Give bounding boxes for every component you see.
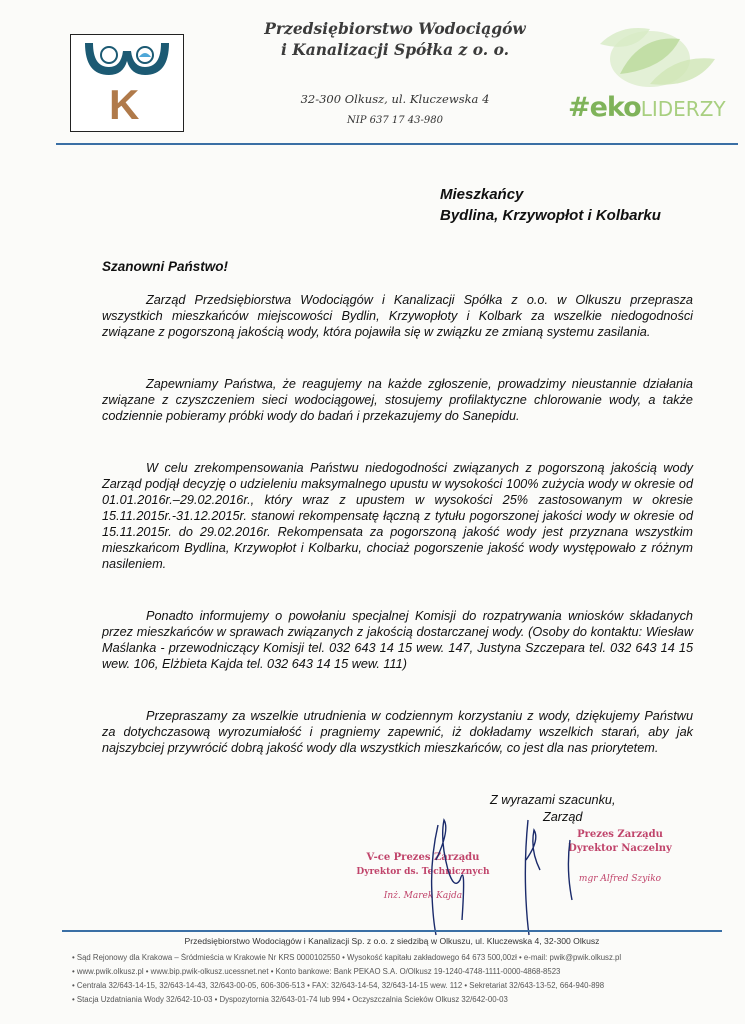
paragraph-commission: Ponadto informujemy o powołaniu specjalnej Komisji do rozpatrywania wniosków składanych przez mieszkańców w sprawach związanych z jakością dostarczanej wody. (Osoby do kontaktu: Wiesław Maślanka - przewodniczący Komisji tel. 032 643 14 15 wew. 147, Justyna Szczepara tel. 032 643 14 15 wew. 106, Elżbieta Kajda tel. 032 643 14 15 wew. 111) (102, 609, 693, 671)
stamp-left-role: Dyrektor ds. Technicznych (356, 867, 490, 877)
signature-president (500, 800, 620, 940)
eco-leaders-badge (568, 92, 738, 123)
footer-line-phones: • Centrala 32/643-14-15, 32/643-14-43, 32/643-00-05, 606-306-513 • FAX: 32/643-14-54, 32/643-14-15 wew. 112 • Sekretariat 32/643-13-52, 664-940-898 (72, 981, 605, 990)
closing-regards: Z wyrazami szacunku, (490, 793, 616, 807)
company-nip: NIP 637 17 43-980 (347, 115, 443, 126)
stamp-right-role: Dyrektor Naczelny (568, 843, 672, 854)
company-name-line2: i Kanalizacji Spółka z o. o. (280, 40, 510, 59)
company-address: 32-300 Olkusz, ul. Kluczewska 4 (300, 92, 490, 106)
company-name-line1: Przedsiębiorstwo Wodociągów (264, 19, 526, 38)
stamp-left-title: V-ce Prezes Zarządu (366, 852, 480, 863)
salutation: Szanowni Państwo! (102, 259, 229, 274)
paragraph-closing: Przepraszamy za wszelkie utrudnienia w codziennym korzystaniu z wody, dziękujemy Państwu za dotychczasową wyrozumiałość i pragniemy zapewnić, iż dokładamy wszelkich starań, aby jak najszybciej przywrócić dobrą jakość wody dla wszystkich mieszkańców, co jest dla nas priorytetem. (102, 709, 693, 755)
footer-line-stations: • Stacja Uzdatniania Wody 32/642-10-03 • Dyspozytornia 32/643-01-74 lub 994 • Oczyszczalnia Ścieków Olkusz 32/642-00-03 (72, 995, 508, 1004)
stamp-right-title: Prezes Zarządu (577, 829, 663, 840)
header-divider (56, 143, 738, 145)
closing-board: Zarząd (543, 810, 583, 824)
footer-line-registry: • Sąd Rejonowy dla Krakowa – Śródmieścia w Krakowie Nr KRS 0000102550 • Wysokość kapitału zakładowego 64 673 500,00zł • e-mail: pwik@pwik.olkusz.pl (72, 953, 622, 962)
footer-line-web-bank: • www.pwik.olkusz.pl • www.bip.pwik-olkusz.ucessnet.net • Konto bankowe: Bank PEKAO S.A. O/Olkusz 19-1240-4748-1111-0000-4868-8523 (72, 967, 561, 976)
paragraph-actions: Zapewniamy Państwa, że reagujemy na każde zgłoszenie, prowadzimy nieustannie działania związane z czyszczeniem sieci wodociągowej, stosujemy profilaktyczne chlorowanie wody, a także codziennie pobieramy próbki wody do badań i przekazujemy do Sanepidu. (102, 377, 693, 423)
recipient-line1: Mieszkańcy (440, 186, 524, 203)
eco-badge-strong: #eko (568, 92, 641, 123)
company-logo (70, 34, 184, 132)
logo-letter: K (109, 81, 140, 128)
recipient-block (440, 184, 661, 226)
footer-divider (62, 930, 722, 932)
eco-badge-light: LIDERZY (640, 97, 726, 121)
paragraph-apology: Zarząd Przedsiębiorstwa Wodociągów i Kanalizacji Spółka z o.o. w Olkuszu przeprasza wszystkich mieszkańców miejscowości Bydlin, Krzywopłoty i Kolbark za wszelkie niedogodności związane z pogorszoną jakością wody, która pojawiła się w związku ze zmianą systemu zasilania. (102, 293, 693, 339)
paragraph-compensation: W celu zrekompensowania Państwu niedogodności związanych z pogorszoną jakością wody Zarząd podjął decyzję o udzieleniu maksymalnego upustu w wysokości 100% zużycia wody w okresie od 01.01.2016r.–29.02.2016r., który wraz z upustem w wysokości 25% zastosowanym w okresie 15.11.2015r.-31.12.2015r. stanowi rekompensatę łączną z tytułu pogorszonej jakości wody w okresie od 15.11.2015r. do 29.02.2016r. Rekompensata za pogorszoną jakość wody jest przyznana wszystkim mieszkańcom Bydlina, Krzywopłot i Kolbarku, chociaż pogorszenie jakość wody występowało z różnym nasileniem. (102, 461, 693, 571)
footer-title: Przedsiębiorstwo Wodociągów i Kanalizacji Sp. z o.o. z siedzibą w Olkuszu, ul. Kluczewska 4, 32-300 Olkusz (184, 936, 600, 946)
company-name (200, 18, 590, 60)
recipient-line2: Bydlina, Krzywopłot i Kolbarku (440, 207, 661, 224)
stamp-right-name: mgr Alfred Szyiko (578, 874, 662, 884)
stamp-left-name: Inż. Marek Kajda (383, 891, 463, 901)
